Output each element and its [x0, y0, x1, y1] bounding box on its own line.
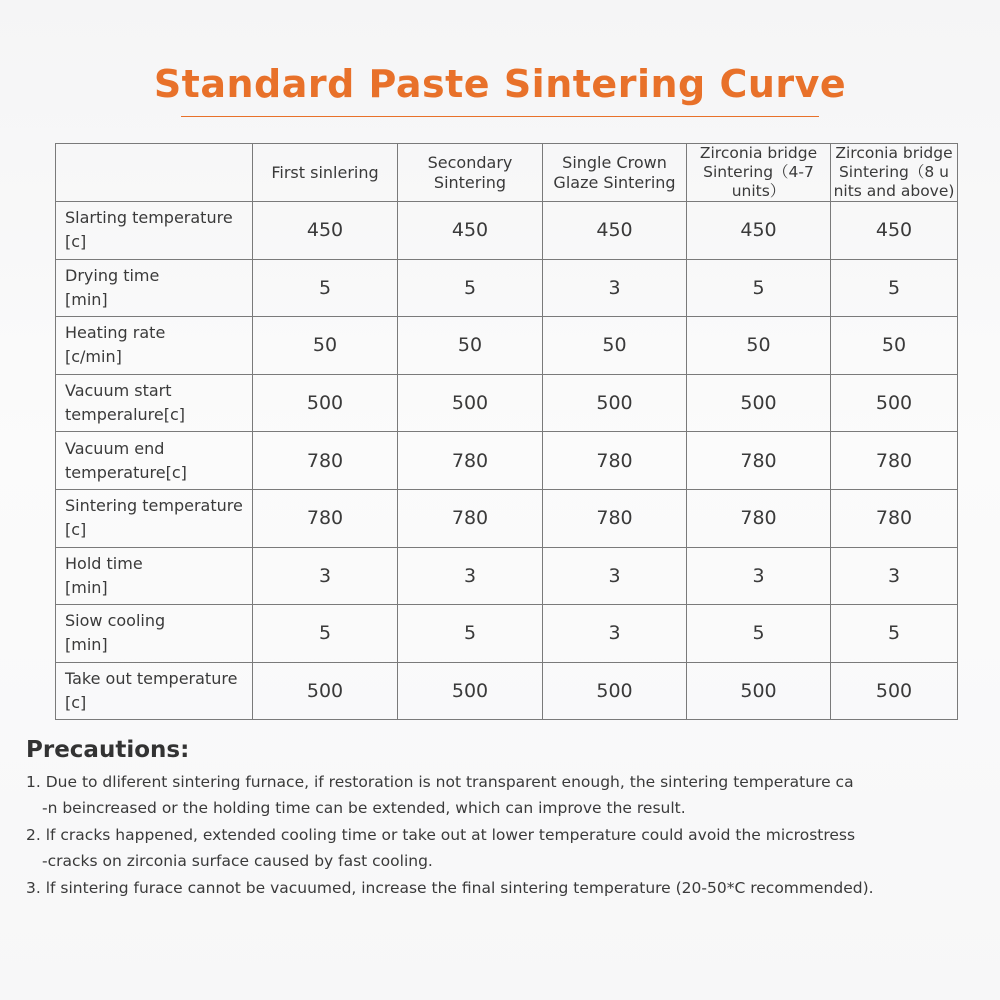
- table-cell: 50: [687, 317, 831, 375]
- table-header-single-crown-glaze: Single Crown Glaze Sintering: [543, 144, 687, 202]
- table-cell: 5: [687, 259, 831, 317]
- table-row: [56, 605, 958, 663]
- table-cell: 3: [543, 605, 687, 663]
- row-label: Take out temperature [c]: [56, 662, 253, 720]
- table-cell: 780: [831, 432, 958, 490]
- table-cell: 780: [543, 432, 687, 490]
- table-cell: 5: [831, 605, 958, 663]
- table-cell: 500: [687, 374, 831, 432]
- table-cell: 780: [687, 489, 831, 547]
- table-cell: 780: [398, 489, 543, 547]
- precaution-item: [26, 769, 998, 821]
- table-cell: 5: [687, 605, 831, 663]
- precaution-line: 1. Due to dliferent sintering furnace, if restoration is not transparent enough, the sintering temperature ca: [26, 773, 854, 791]
- row-label: Vacuum end temperature[c]: [56, 432, 253, 490]
- table-cell: 780: [543, 489, 687, 547]
- table-row: [56, 547, 958, 605]
- table-cell: 3: [543, 259, 687, 317]
- table-cell: 500: [687, 662, 831, 720]
- title-underline: [181, 116, 819, 117]
- row-label: Heating rate [c/min]: [56, 317, 253, 375]
- table-row: [56, 489, 958, 547]
- precaution-item: [26, 822, 998, 874]
- table-cell: 50: [398, 317, 543, 375]
- table-cell: 5: [398, 605, 543, 663]
- row-label: Slarting temperature [c]: [56, 202, 253, 260]
- table-cell: 5: [398, 259, 543, 317]
- row-label: Drying time [min]: [56, 259, 253, 317]
- table-cell: 780: [253, 432, 398, 490]
- table-cell: 450: [687, 202, 831, 260]
- row-label: Hold time [min]: [56, 547, 253, 605]
- table-row: [56, 432, 958, 490]
- table-cell: 500: [831, 662, 958, 720]
- table-header-secondary-sintering: Secondary Sintering: [398, 144, 543, 202]
- table-body: [56, 202, 958, 720]
- table-cell: 3: [543, 547, 687, 605]
- table-row: [56, 374, 958, 432]
- precaution-item: [26, 875, 998, 901]
- precautions-list: [26, 769, 998, 901]
- table-cell: 3: [687, 547, 831, 605]
- table-cell: 3: [831, 547, 958, 605]
- table-cell: 5: [253, 259, 398, 317]
- sintering-curve-table: [55, 143, 958, 720]
- precautions-section: [26, 737, 998, 902]
- table-cell: 500: [253, 662, 398, 720]
- precaution-line: 3. lf sintering furace cannot be vacuumed, increase the final sintering temperature (20-50*C recommended).: [26, 879, 874, 897]
- precaution-continuation: -cracks on zirconia surface caused by fast cooling.: [42, 852, 433, 870]
- table-cell: 5: [253, 605, 398, 663]
- table-row: [56, 317, 958, 375]
- table-header-zirconia-8-plus: Zirconia bridge Sintering（8 u nits and above): [831, 144, 958, 202]
- row-label: Siow cooling [min]: [56, 605, 253, 663]
- row-label: Sintering temperature [c]: [56, 489, 253, 547]
- table-cell: 3: [398, 547, 543, 605]
- table-row: [56, 259, 958, 317]
- table-cell: 780: [398, 432, 543, 490]
- table-cell: 500: [398, 662, 543, 720]
- table-cell: 50: [543, 317, 687, 375]
- table-cell: 500: [543, 662, 687, 720]
- table-header-first-sintering: First sinlering: [253, 144, 398, 202]
- table-row: [56, 662, 958, 720]
- table-cell: 450: [831, 202, 958, 260]
- table-cell: 450: [253, 202, 398, 260]
- table-cell: 50: [831, 317, 958, 375]
- table-cell: 50: [253, 317, 398, 375]
- table-cell: 3: [253, 547, 398, 605]
- table-cell: 780: [831, 489, 958, 547]
- table-header-corner: [56, 144, 253, 202]
- table-cell: 500: [253, 374, 398, 432]
- table-cell: 500: [543, 374, 687, 432]
- table-cell: 780: [687, 432, 831, 490]
- table-cell: 500: [831, 374, 958, 432]
- table-header-row: [56, 144, 958, 202]
- precautions-title: Precautions:: [26, 737, 190, 763]
- precaution-line: 2. lf cracks happened, extended cooling time or take out at lower temperature could avoid the microstress: [26, 826, 856, 844]
- table-cell: 500: [398, 374, 543, 432]
- page-title: Standard Paste Sintering Curve: [153, 62, 847, 106]
- table-cell: 5: [831, 259, 958, 317]
- table-header-zirconia-4-7: Zirconia bridge Sintering（4-7 units）: [687, 144, 831, 202]
- table-row: [56, 202, 958, 260]
- table-cell: 780: [253, 489, 398, 547]
- row-label: Vacuum start temperalure[c]: [56, 374, 253, 432]
- table-cell: 450: [543, 202, 687, 260]
- table-cell: 450: [398, 202, 543, 260]
- precaution-continuation: -n beincreased or the holding time can be extended, which can improve the result.: [42, 799, 686, 817]
